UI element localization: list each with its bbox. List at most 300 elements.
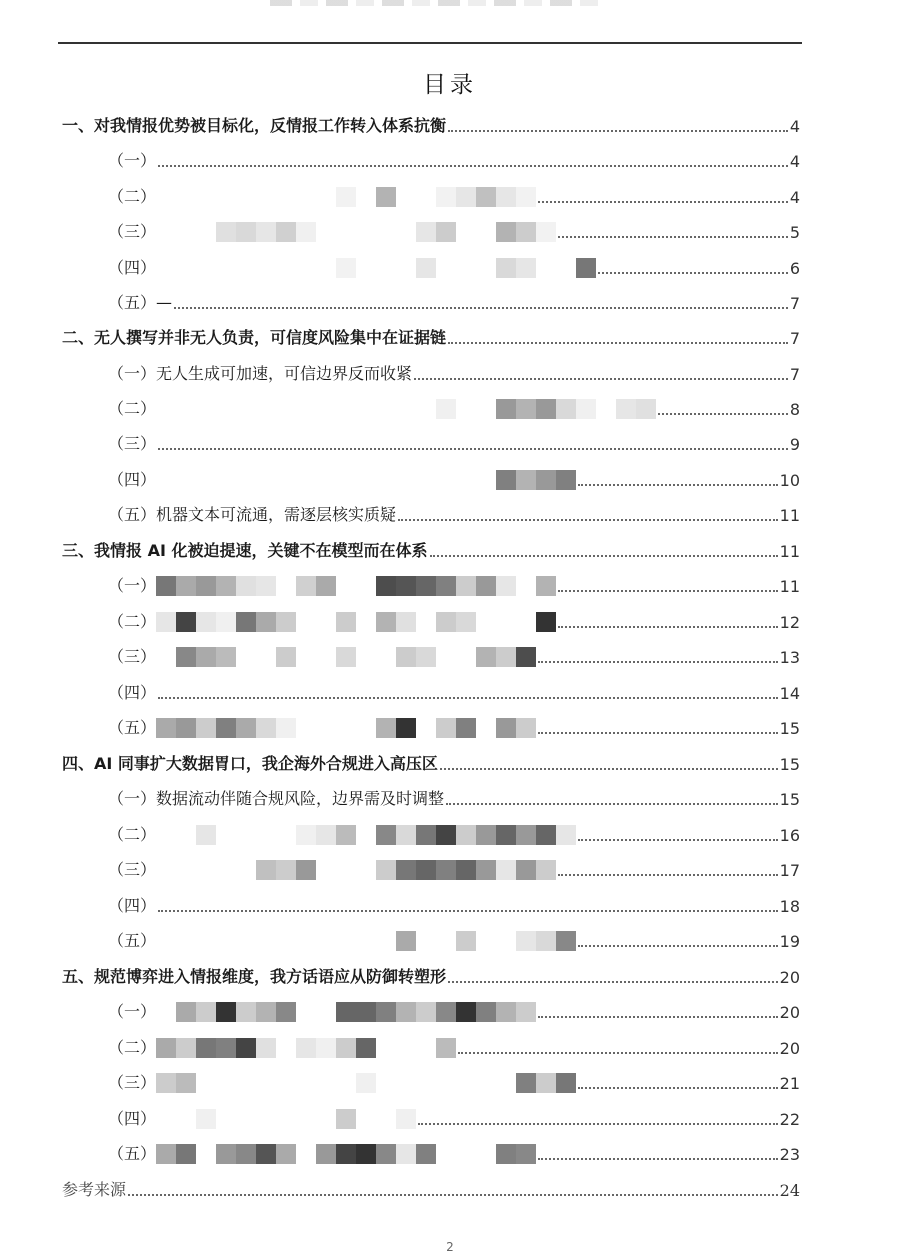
mosaic-tile — [216, 258, 236, 278]
mosaic-tile — [256, 1038, 276, 1058]
mosaic-tile — [536, 1073, 556, 1093]
toc-section-entry[interactable] — [108, 397, 800, 421]
toc-section-entry[interactable] — [108, 362, 800, 386]
redaction-mosaic — [156, 222, 556, 242]
mosaic-tile — [196, 860, 216, 880]
mosaic-tile — [276, 1038, 296, 1058]
redaction-mosaic — [156, 1002, 536, 1022]
toc-section-entry[interactable] — [108, 291, 800, 315]
toc-section-entry[interactable] — [108, 858, 800, 882]
mosaic-tile — [256, 187, 276, 207]
mosaic-tile — [256, 576, 276, 596]
mosaic-tile — [356, 860, 376, 880]
mosaic-tile — [176, 931, 196, 951]
toc-page-number: 16 — [779, 826, 800, 845]
mosaic-tile — [156, 931, 176, 951]
mosaic-tile — [196, 931, 216, 951]
footer-page-number: 2 — [446, 1240, 454, 1254]
mosaic-tile — [416, 187, 436, 207]
mosaic-tile — [416, 860, 436, 880]
toc-section-entry[interactable] — [108, 432, 800, 456]
toc-entry-title — [62, 751, 438, 776]
mosaic-tile — [416, 612, 436, 632]
dot-leader — [448, 130, 788, 132]
dot-leader — [578, 945, 778, 947]
mosaic-tile — [536, 931, 556, 951]
toc-entry-title-text: 无人生成可加速，可信边界反而收紧 — [156, 364, 413, 383]
mosaic-tile — [476, 258, 496, 278]
redaction-mosaic — [156, 258, 596, 278]
toc-entry-title — [108, 786, 444, 811]
mosaic-tile — [336, 187, 356, 207]
toc-entry-title — [108, 822, 156, 847]
redaction-mosaic — [156, 1144, 536, 1164]
toc-section-entry[interactable] — [108, 1000, 800, 1024]
toc-entry-title-text: 我情报 AI 化被迫提速，关键不在模型而在体系 — [94, 541, 428, 560]
toc-section-entry[interactable] — [108, 1142, 800, 1166]
mosaic-tile — [176, 647, 196, 667]
toc-entry-title — [108, 467, 156, 492]
mosaic-tile — [496, 612, 516, 632]
mosaic-tile — [496, 470, 516, 490]
toc-page-number: 15 — [779, 790, 800, 809]
mosaic-tile — [396, 222, 416, 242]
dot-leader — [538, 732, 778, 734]
mosaic-tile — [476, 1073, 496, 1093]
toc-page-number: 8 — [789, 400, 800, 419]
mosaic-tile — [476, 222, 496, 242]
mosaic-tile — [216, 1109, 236, 1129]
mosaic-tile — [216, 931, 236, 951]
dot-leader — [430, 555, 778, 557]
mosaic-tile — [316, 825, 336, 845]
mosaic-tile — [476, 470, 496, 490]
mosaic-tile — [536, 258, 556, 278]
toc-entry-title — [108, 184, 156, 209]
mosaic-tile — [276, 576, 296, 596]
mosaic-tile — [536, 576, 556, 596]
mosaic-tile — [216, 1002, 236, 1022]
toc-entry-number: （二） — [108, 612, 157, 631]
mosaic-tile — [516, 1002, 536, 1022]
mosaic-tile — [376, 718, 396, 738]
mosaic-tile — [496, 187, 516, 207]
mosaic-tile — [296, 612, 316, 632]
toc-entry-number: （三） — [108, 860, 157, 879]
mosaic-tile — [336, 612, 356, 632]
dot-leader — [578, 1087, 778, 1089]
dot-leader — [448, 981, 778, 983]
mosaic-tile — [276, 931, 296, 951]
toc-page-number: 15 — [779, 719, 800, 738]
toc-section-entry[interactable] — [108, 610, 800, 634]
mosaic-tile — [436, 576, 456, 596]
mosaic-tile — [376, 187, 396, 207]
mosaic-tile — [236, 1002, 256, 1022]
toc-section-entry[interactable] — [108, 929, 800, 953]
toc-page-number: 21 — [779, 1074, 800, 1093]
toc-entry-title — [108, 502, 396, 527]
toc-entry-number: （二） — [108, 825, 157, 844]
mosaic-tile — [216, 718, 236, 738]
redaction-mosaic — [156, 931, 576, 951]
mosaic-tile — [296, 1109, 316, 1129]
mosaic-tile — [176, 1109, 196, 1129]
dot-leader — [538, 661, 778, 663]
mosaic-tile — [416, 470, 436, 490]
mosaic-tile — [496, 931, 516, 951]
dot-leader — [658, 413, 788, 415]
mosaic-tile — [456, 258, 476, 278]
mosaic-tile — [176, 1002, 196, 1022]
toc-section-entry[interactable] — [108, 149, 800, 173]
toc-entry-title — [108, 148, 156, 173]
mosaic-tile — [516, 576, 536, 596]
mosaic-tile — [436, 222, 456, 242]
toc-entry-number: （二） — [108, 187, 157, 206]
mosaic-tile — [236, 399, 256, 419]
toc-entry-number: （一） — [108, 576, 157, 595]
mosaic-tile — [436, 1144, 456, 1164]
toc-chapter-entry[interactable] — [62, 965, 800, 989]
toc-entry-number: （四） — [108, 258, 157, 277]
mosaic-tile — [436, 860, 456, 880]
mosaic-tile — [316, 222, 336, 242]
mosaic-tile — [556, 258, 576, 278]
mosaic-tile — [556, 1073, 576, 1093]
toc-entry-number: （五） — [108, 293, 157, 312]
mosaic-tile — [396, 576, 416, 596]
mosaic-tile — [376, 612, 396, 632]
mosaic-tile — [456, 825, 476, 845]
mosaic-tile — [396, 1109, 416, 1129]
toc-entry-number: （三） — [108, 222, 157, 241]
mosaic-tile — [356, 612, 376, 632]
toc-entry-number: （三） — [108, 647, 157, 666]
header-rule — [58, 42, 802, 44]
mosaic-tile — [416, 1073, 436, 1093]
toc-entry-title — [108, 1141, 156, 1166]
mosaic-tile — [176, 825, 196, 845]
toc-entry-title — [62, 964, 446, 989]
toc-entry-title — [108, 715, 156, 740]
mosaic-tile — [256, 1109, 276, 1129]
dot-leader — [538, 1158, 778, 1160]
mosaic-tile — [336, 258, 356, 278]
mosaic-tile — [316, 860, 336, 880]
mosaic-tile — [196, 258, 216, 278]
redaction-mosaic — [156, 399, 656, 419]
dot-leader — [458, 1052, 778, 1054]
mosaic-tile — [276, 470, 296, 490]
toc-entry-number: （三） — [108, 1073, 157, 1092]
dot-leader — [558, 626, 778, 628]
mosaic-tile — [516, 718, 536, 738]
mosaic-tile — [476, 931, 496, 951]
mosaic-tile — [456, 860, 476, 880]
dot-leader — [158, 448, 788, 450]
toc-entry-title — [108, 928, 156, 953]
toc-section-entry[interactable] — [108, 1071, 800, 1095]
mosaic-tile — [496, 399, 516, 419]
mosaic-tile — [156, 222, 176, 242]
toc-chapter-entry[interactable] — [62, 114, 800, 138]
redaction-mosaic — [156, 647, 536, 667]
toc-page-number: 17 — [779, 861, 800, 880]
mosaic-tile — [376, 576, 396, 596]
mosaic-tile — [216, 470, 236, 490]
mosaic-tile — [536, 860, 556, 880]
mosaic-tile — [236, 222, 256, 242]
mosaic-tile — [156, 470, 176, 490]
mosaic-tile — [176, 1038, 196, 1058]
mosaic-tile — [476, 187, 496, 207]
mosaic-tile — [516, 825, 536, 845]
mosaic-tile — [276, 647, 296, 667]
toc-page-number: 18 — [779, 897, 800, 916]
mosaic-tile — [296, 1073, 316, 1093]
mosaic-tile — [216, 860, 236, 880]
redaction-mosaic — [156, 825, 576, 845]
mosaic-tile — [476, 1002, 496, 1022]
toc-chapter-entry[interactable] — [62, 539, 800, 563]
mosaic-tile — [336, 1038, 356, 1058]
mosaic-tile — [536, 399, 556, 419]
mosaic-tile — [316, 647, 336, 667]
mosaic-tile — [376, 825, 396, 845]
mosaic-tile — [176, 860, 196, 880]
toc-section-entry[interactable] — [108, 787, 800, 811]
mosaic-tile — [276, 860, 296, 880]
mosaic-tile — [396, 1073, 416, 1093]
toc-entry-title-text: 数据流动伴随合规风险，边界需及时调整 — [156, 789, 445, 808]
toc-section-entry[interactable] — [108, 574, 800, 598]
dot-leader — [558, 236, 788, 238]
dot-leader — [578, 484, 778, 486]
mosaic-tile — [376, 931, 396, 951]
mosaic-tile — [256, 860, 276, 880]
mosaic-tile — [376, 258, 396, 278]
mosaic-tile — [496, 860, 516, 880]
mosaic-tile — [196, 1073, 216, 1093]
toc-entry-title-text: AI 同事扩大数据胃口，我企海外合规进入高压区 — [94, 754, 438, 773]
mosaic-tile — [376, 1038, 396, 1058]
toc-section-entry[interactable] — [108, 645, 800, 669]
toc-entry-number: （一） — [108, 789, 157, 808]
toc-page-number: 20 — [779, 968, 800, 987]
toc-page-number: 11 — [779, 542, 800, 561]
toc-section-entry[interactable] — [108, 1036, 800, 1060]
dot-leader — [598, 272, 788, 274]
toc-entry-number: （四） — [108, 683, 157, 702]
mosaic-tile — [316, 1002, 336, 1022]
toc-entry-title-text: 对我情报优势被目标化，反情报工作转入体系抗衡 — [94, 116, 447, 135]
mosaic-tile — [396, 1038, 416, 1058]
toc-entry-title-text: — — [156, 293, 173, 312]
mosaic-tile — [156, 647, 176, 667]
mosaic-tile — [416, 258, 436, 278]
mosaic-tile — [516, 222, 536, 242]
mosaic-tile — [456, 612, 476, 632]
mosaic-tile — [236, 470, 256, 490]
mosaic-tile — [316, 470, 336, 490]
toc-section-entry[interactable] — [108, 503, 800, 527]
mosaic-tile — [336, 860, 356, 880]
mosaic-tile — [256, 825, 276, 845]
mosaic-tile — [376, 1144, 396, 1164]
mosaic-tile — [476, 647, 496, 667]
toc-section-entry[interactable] — [108, 681, 800, 705]
mosaic-tile — [336, 1002, 356, 1022]
toc-chapter-entry[interactable] — [62, 752, 800, 776]
redaction-mosaic — [156, 470, 576, 490]
mosaic-tile — [236, 258, 256, 278]
mosaic-tile — [496, 1073, 516, 1093]
mosaic-tile — [456, 718, 476, 738]
toc-references-entry[interactable] — [62, 1178, 800, 1202]
mosaic-tile — [296, 1038, 316, 1058]
mosaic-tile — [536, 825, 556, 845]
toc-page-number: 24 — [779, 1181, 800, 1200]
mosaic-tile — [356, 825, 376, 845]
toc-entry-title — [108, 290, 172, 315]
mosaic-tile — [276, 1002, 296, 1022]
mosaic-tile — [156, 1109, 176, 1129]
mosaic-tile — [176, 222, 196, 242]
toc-page-number: 12 — [779, 613, 800, 632]
toc-section-entry[interactable] — [108, 185, 800, 209]
toc-entry-number: （二） — [108, 399, 157, 418]
mosaic-tile — [336, 1144, 356, 1164]
mosaic-tile — [376, 222, 396, 242]
mosaic-tile — [336, 647, 356, 667]
mosaic-tile — [396, 718, 416, 738]
mosaic-tile — [336, 576, 356, 596]
mosaic-tile — [436, 258, 456, 278]
toc-section-entry[interactable] — [108, 823, 800, 847]
dot-leader — [418, 1123, 778, 1125]
toc-section-entry[interactable] — [108, 1107, 800, 1131]
mosaic-tile — [316, 612, 336, 632]
mosaic-tile — [316, 576, 336, 596]
toc-page-number: 19 — [779, 932, 800, 951]
mosaic-tile — [156, 612, 176, 632]
redaction-mosaic — [156, 1038, 456, 1058]
mosaic-tile — [216, 222, 236, 242]
toc-entry-title — [108, 431, 156, 456]
mosaic-tile — [496, 647, 516, 667]
mosaic-tile — [476, 612, 496, 632]
toc-entry-number: （三） — [108, 434, 157, 453]
mosaic-tile — [336, 1109, 356, 1129]
mosaic-tile — [436, 1038, 456, 1058]
mosaic-tile — [296, 931, 316, 951]
mosaic-tile — [196, 576, 216, 596]
mosaic-tile — [296, 647, 316, 667]
mosaic-tile — [216, 647, 236, 667]
toc-page-number: 20 — [779, 1039, 800, 1058]
toc-entry-title — [62, 538, 428, 563]
mosaic-tile — [236, 612, 256, 632]
toc-entry-title — [108, 255, 156, 280]
mosaic-tile — [156, 258, 176, 278]
mosaic-tile — [356, 222, 376, 242]
toc-entry-number: （二） — [108, 1038, 157, 1057]
toc-chapter-entry[interactable] — [62, 326, 800, 350]
toc-entry-title — [62, 325, 446, 350]
mosaic-tile — [376, 1002, 396, 1022]
mosaic-tile — [456, 1073, 476, 1093]
mosaic-tile — [356, 399, 376, 419]
mosaic-tile — [176, 576, 196, 596]
toc-entry-title — [108, 893, 156, 918]
mosaic-tile — [316, 718, 336, 738]
mosaic-tile — [436, 825, 456, 845]
mosaic-tile — [496, 222, 516, 242]
mosaic-tile — [396, 187, 416, 207]
mosaic-tile — [256, 931, 276, 951]
mosaic-tile — [196, 470, 216, 490]
redaction-mosaic — [156, 576, 556, 596]
mosaic-tile — [216, 1038, 236, 1058]
mosaic-tile — [356, 1109, 376, 1129]
toc-entry-number: （一） — [108, 364, 157, 383]
mosaic-tile — [156, 1144, 176, 1164]
dot-leader — [538, 201, 788, 203]
mosaic-tile — [356, 718, 376, 738]
mosaic-tile — [496, 718, 516, 738]
mosaic-tile — [456, 931, 476, 951]
mosaic-tile — [276, 258, 296, 278]
mosaic-tile — [256, 1073, 276, 1093]
mosaic-tile — [336, 222, 356, 242]
mosaic-tile — [476, 825, 496, 845]
mosaic-tile — [416, 222, 436, 242]
mosaic-tile — [236, 187, 256, 207]
mosaic-tile — [556, 825, 576, 845]
mosaic-tile — [216, 1144, 236, 1164]
toc-page-number: 11 — [779, 577, 800, 596]
toc-section-entry[interactable] — [108, 468, 800, 492]
mosaic-tile — [376, 647, 396, 667]
toc-entry-title — [108, 680, 156, 705]
toc-section-entry[interactable] — [108, 256, 800, 280]
toc-entry-number: （四） — [108, 896, 157, 915]
toc-section-entry[interactable] — [108, 220, 800, 244]
mosaic-tile — [196, 718, 216, 738]
mosaic-tile — [516, 470, 536, 490]
mosaic-tile — [556, 399, 576, 419]
mosaic-tile — [416, 647, 436, 667]
mosaic-tile — [156, 718, 176, 738]
toc-entry-title — [108, 396, 156, 421]
toc-entry-title — [108, 644, 156, 669]
toc-entry-title-text: 参考来源 — [62, 1180, 127, 1199]
toc-section-entry[interactable] — [108, 716, 800, 740]
mosaic-tile — [396, 825, 416, 845]
mosaic-tile — [276, 222, 296, 242]
mosaic-tile — [476, 1144, 496, 1164]
mosaic-tile — [416, 825, 436, 845]
mosaic-tile — [416, 1038, 436, 1058]
dot-leader — [558, 590, 778, 592]
toc-section-entry[interactable] — [108, 894, 800, 918]
mosaic-tile — [316, 399, 336, 419]
toc-entry-number: （四） — [108, 1109, 157, 1128]
mosaic-tile — [276, 612, 296, 632]
mosaic-tile — [496, 1002, 516, 1022]
mosaic-tile — [456, 1144, 476, 1164]
